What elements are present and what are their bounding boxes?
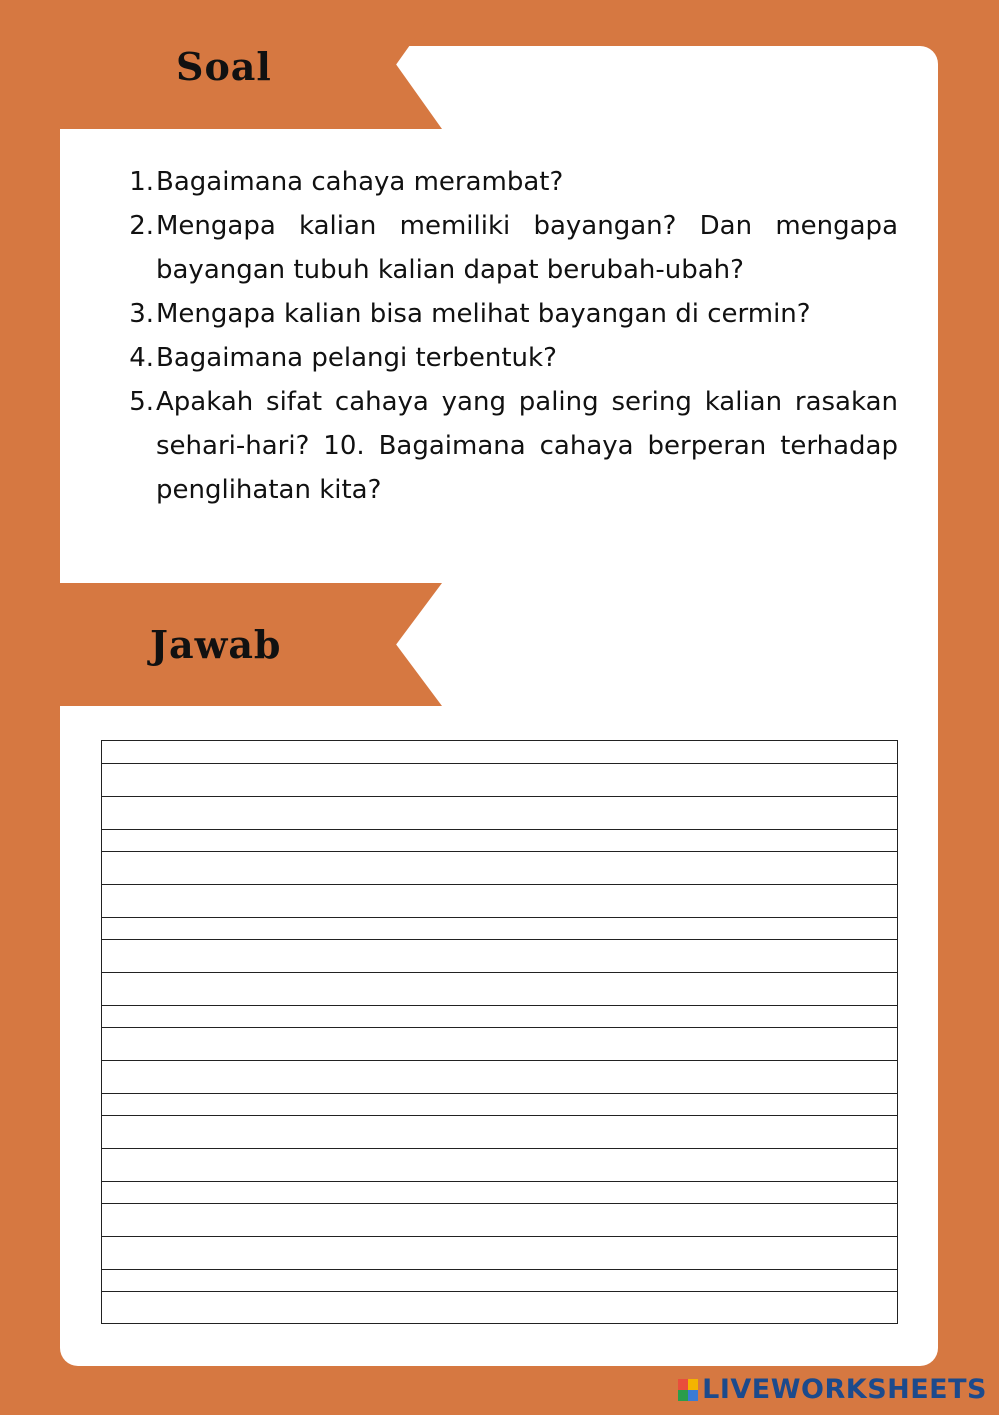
logo-square	[678, 1379, 688, 1390]
question-text: Bagaimana pelangi terbentuk?	[156, 343, 557, 373]
liveworksheets-logo-icon	[678, 1379, 698, 1401]
brand-name: LIVEWORKSHEETS	[702, 1374, 987, 1405]
question-number: 4.	[129, 343, 154, 373]
answer-line	[102, 1115, 897, 1116]
answer-line	[102, 884, 897, 885]
question-text: Mengapa kalian memiliki bayangan? Dan mengapa bayangan tubuh kalian dapat berubah-ubah?	[156, 211, 898, 285]
answer-line	[102, 1005, 897, 1006]
question-item	[118, 292, 898, 336]
answer-line	[102, 851, 897, 852]
question-number: 5.	[129, 387, 154, 417]
question-list	[118, 160, 898, 512]
question-number: 3.	[129, 299, 154, 329]
question-item	[118, 336, 898, 380]
answer-line	[102, 796, 897, 797]
question-text: Mengapa kalian bisa melihat bayangan di cermin?	[156, 299, 811, 329]
answer-line	[102, 972, 897, 973]
answer-line	[102, 939, 897, 940]
answer-line	[102, 1148, 897, 1149]
jawab-title: Jawab	[150, 622, 282, 667]
answer-line	[102, 1027, 897, 1028]
answer-line	[102, 1236, 897, 1237]
answer-area[interactable]	[101, 740, 898, 1324]
logo-square	[688, 1390, 698, 1401]
answer-line	[102, 1181, 897, 1182]
question-item	[118, 160, 898, 204]
question-number: 1.	[129, 167, 154, 197]
answer-line	[102, 1203, 897, 1204]
soal-title: Soal	[176, 44, 272, 89]
question-item	[118, 204, 898, 292]
question-text: Apakah sifat cahaya yang paling sering kalian rasakan sehari-hari? 10. Bagaimana cahaya berperan terhadap penglihatan kita?	[156, 387, 898, 505]
answer-line	[102, 917, 897, 918]
answer-line	[102, 829, 897, 830]
answer-line	[102, 1269, 897, 1270]
logo-square	[678, 1390, 688, 1401]
answer-line	[102, 1291, 897, 1292]
logo-square	[688, 1379, 698, 1390]
question-number: 2.	[129, 211, 154, 241]
answer-line	[102, 1093, 897, 1094]
question-item	[118, 380, 898, 512]
question-text: Bagaimana cahaya merambat?	[156, 167, 564, 197]
answer-line	[102, 1060, 897, 1061]
answer-line	[102, 763, 897, 764]
liveworksheets-brand	[678, 1374, 987, 1405]
